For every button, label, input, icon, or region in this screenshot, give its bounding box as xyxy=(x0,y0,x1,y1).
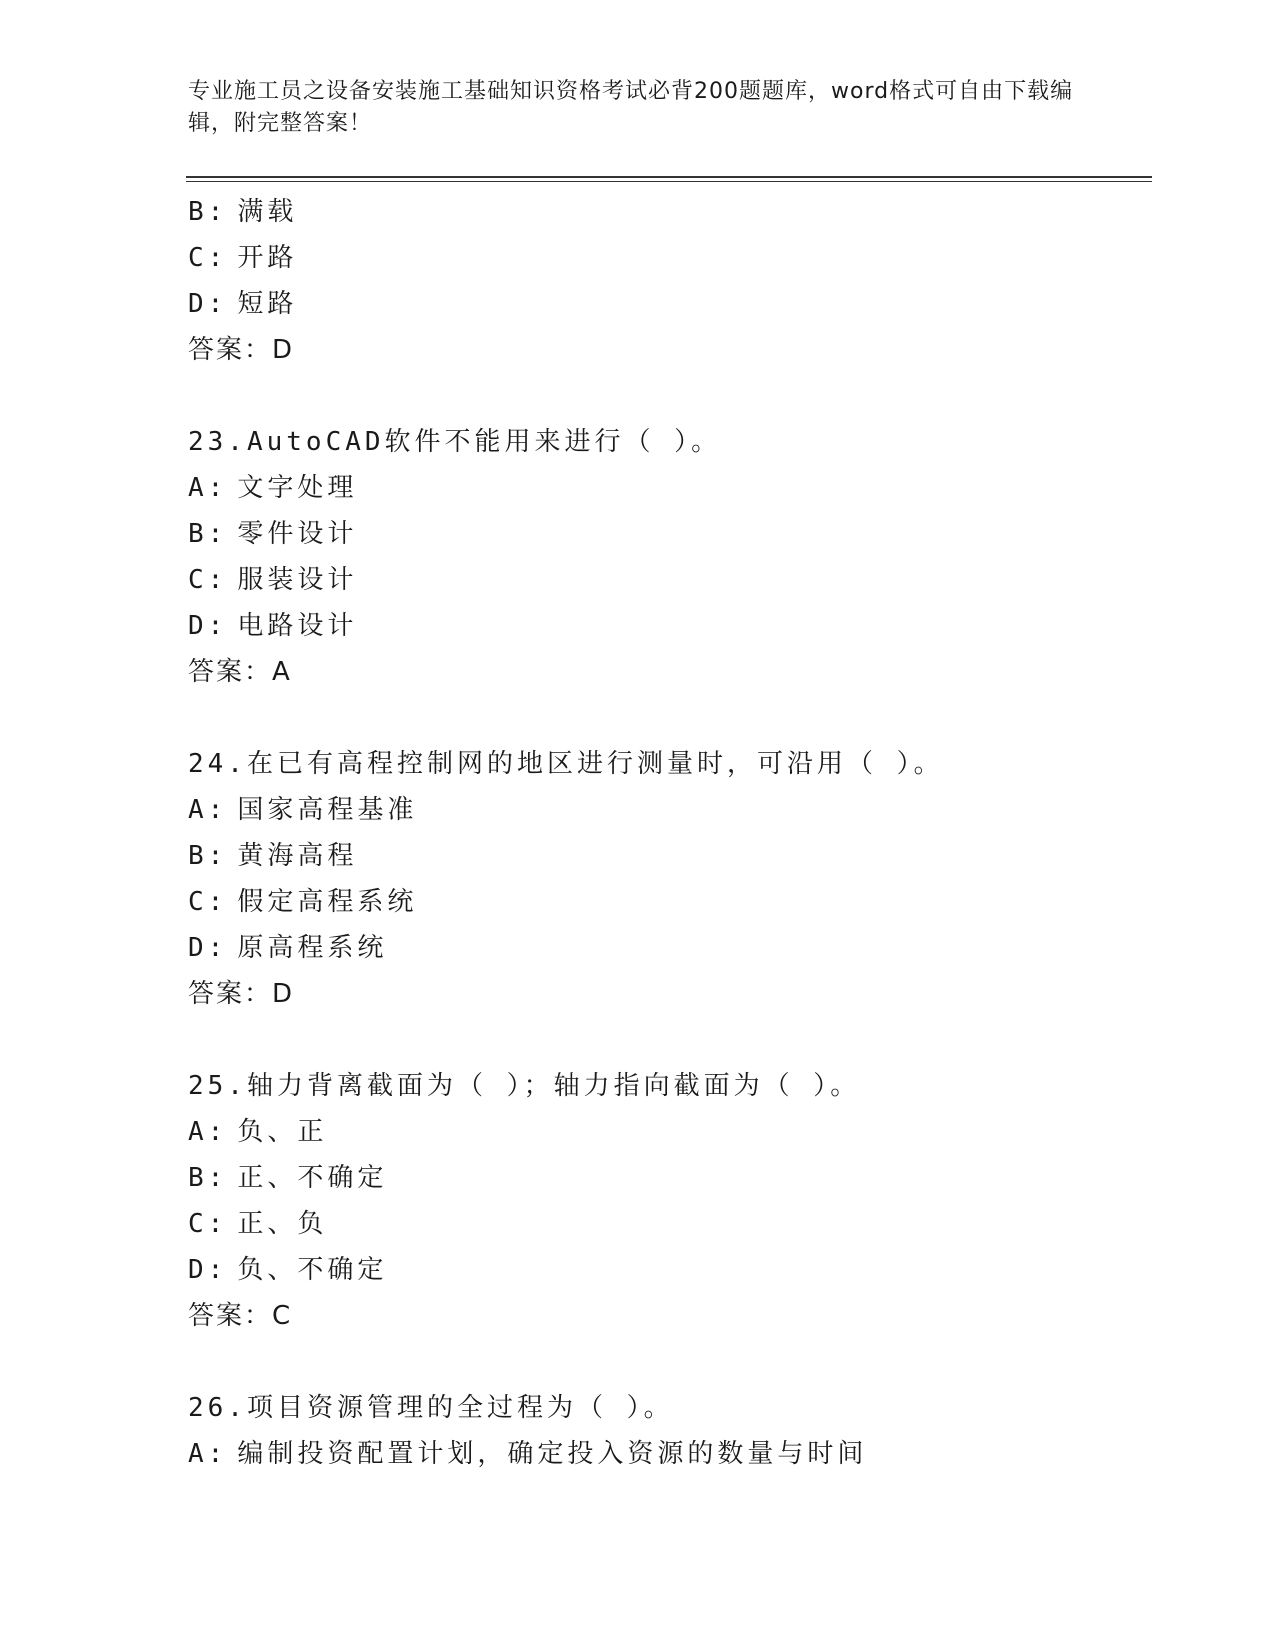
question-block xyxy=(188,419,1148,695)
option-a: A: 国家高程基准 xyxy=(188,795,418,825)
option-b: B: 满载 xyxy=(188,197,298,227)
option-d: D: 负、不确定 xyxy=(188,1255,388,1285)
option-c: C: 假定高程系统 xyxy=(188,887,418,917)
answer-line: 答案：C xyxy=(188,1301,293,1331)
question-block xyxy=(188,1063,1148,1339)
option-c: C: 开路 xyxy=(188,243,298,273)
header-rule-thin xyxy=(186,181,1152,182)
option-b: B: 正、不确定 xyxy=(188,1163,388,1193)
question-text: 26.项目资源管理的全过程为（ ）。 xyxy=(188,1393,674,1423)
question-list xyxy=(188,189,1148,1477)
option-b: B: 黄海高程 xyxy=(188,841,358,871)
question-text: 23.AutoCAD软件不能用来进行（ ）。 xyxy=(188,427,722,457)
answer-line: 答案：A xyxy=(188,657,292,687)
answer-line: 答案：D xyxy=(188,979,295,1009)
option-c: C: 服装设计 xyxy=(188,565,358,595)
answer-line: 答案：D xyxy=(188,335,295,365)
option-d: D: 原高程系统 xyxy=(188,933,388,963)
question-block xyxy=(188,1385,1148,1477)
document-header: 专业施工员之设备安装施工基础知识资格考试必背200题题库，word格式可自由下载编辑，附完整答案！ xyxy=(188,79,1074,136)
option-b: B: 零件设计 xyxy=(188,519,358,549)
option-a: A: 负、正 xyxy=(188,1117,328,1147)
question-text: 25.轴力背离截面为（ ）；轴力指向截面为（ ）。 xyxy=(188,1071,861,1101)
option-d: D: 电路设计 xyxy=(188,611,358,641)
question-text: 24.在已有高程控制网的地区进行测量时，可沿用（ ）。 xyxy=(188,749,944,779)
header-rule-thick xyxy=(186,176,1152,178)
question-block xyxy=(188,189,1148,373)
option-a: A: 文字处理 xyxy=(188,473,358,503)
option-d: D: 短路 xyxy=(188,289,298,319)
option-c: C: 正、负 xyxy=(188,1209,328,1239)
option-a: A: 编制投资配置计划，确定投入资源的数量与时间 xyxy=(188,1439,868,1469)
question-block xyxy=(188,741,1148,1017)
